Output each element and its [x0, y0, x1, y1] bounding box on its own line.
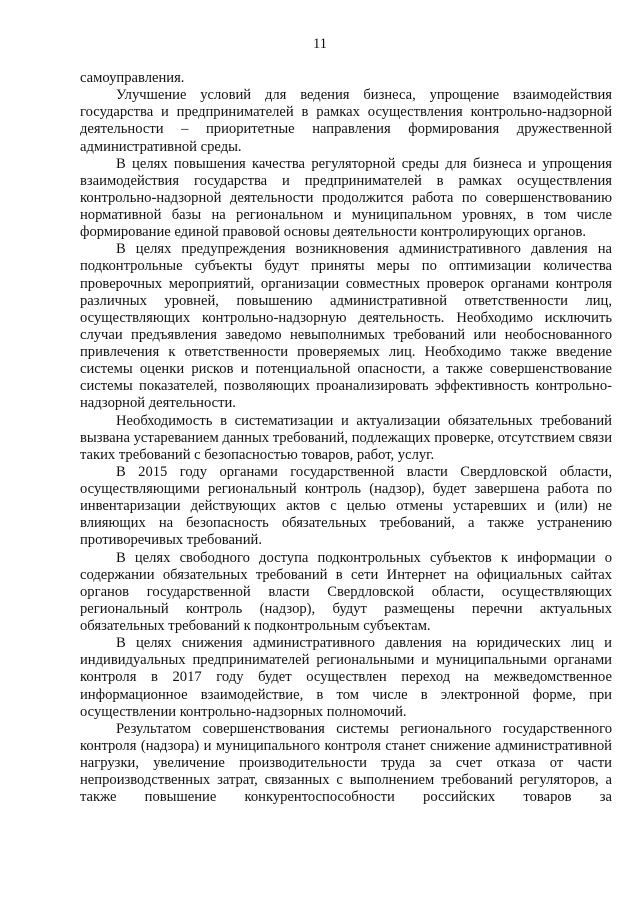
paragraph: В целях снижения административного давления на юридических лиц и индивидуальных предпринимателей региональными и муниципальными органами контроля в 2017 году будет осуществлен переход на межведомственное информационное взаимодействие, в том числе в электронной форме, при осуществлении контрольно-надзорных полномочий. — [80, 635, 612, 720]
paragraph: Необходимость в систематизации и актуализации обязательных требований вызвана устареванием данных требований, подлежащих проверке, отсутствием связи таких требований с безопасностью товаров, работ, услуг. — [80, 412, 612, 463]
paragraph-continuation: самоуправления. — [80, 70, 185, 86]
document-body — [80, 70, 612, 806]
paragraph-continues-next-page: Результатом совершенствования системы регионального государственного контроля (надзора) и муниципального контроля станет снижение административной нагрузки, увеличение производительности труда за счет отказа от части непроизводственных затрат, связанных с выполнением требований регуляторов, а также повышение конкурентоспособности российских товаров за — [80, 720, 612, 806]
paragraph: В целях предупреждения возникновения административного давления на подконтрольные субъекты будут приняты меры по оптимизации количества проверочных мероприятий, организации совместных проверок органами контроля различных уровней, повышению административной ответственности лиц, осуществляющих контрольно-надзорную деятельность. Необходимо исключить случаи предъявления заведомо невыполнимых требований или необоснованного привлечения к ответственности проверяемых лиц. Необходимо также введение системы оценки рисков и потенциальной опасности, а также совершенствование системы показателей, позволяющих проанализировать эффективность контрольно-надзорной деятельности. — [80, 241, 612, 412]
page-number: 11 — [313, 36, 327, 52]
paragraph: Улучшение условий для ведения бизнеса, упрощение взаимодействия государства и предпринимателей в рамках осуществления контрольно-надзорной деятельности – приоритетные направления формирования дружественной административной среды. — [80, 87, 612, 155]
paragraph: В 2015 году органами государственной власти Свердловской области, осуществляющими региональный контроль (надзор), будет завершена работа по инвентаризации действующих актов с целью отмены устаревших и (или) не влияющих на безопасность обязательных требований, а также устранению противоречивых требований. — [80, 463, 612, 549]
paragraph: В целях свободного доступа подконтрольных субъектов к информации о содержании обязательных требований в сети Интернет на официальных сайтах органов государственной власти Свердловской области, осуществляющих региональный контроль (надзор), будут размещены перечни актуальных обязательных требований к подконтрольным субъектам. — [80, 549, 612, 634]
paragraph: В целях повышения качества регуляторной среды для бизнеса и упрощения взаимодействия государства и предпринимателей в рамках осуществления контрольно-надзорной деятельности продолжится работа по совершенствованию нормативной базы на региональном и муниципальном уровнях, в том числе формирование единой правовой основы деятельности контролирующих органов. — [80, 155, 612, 241]
